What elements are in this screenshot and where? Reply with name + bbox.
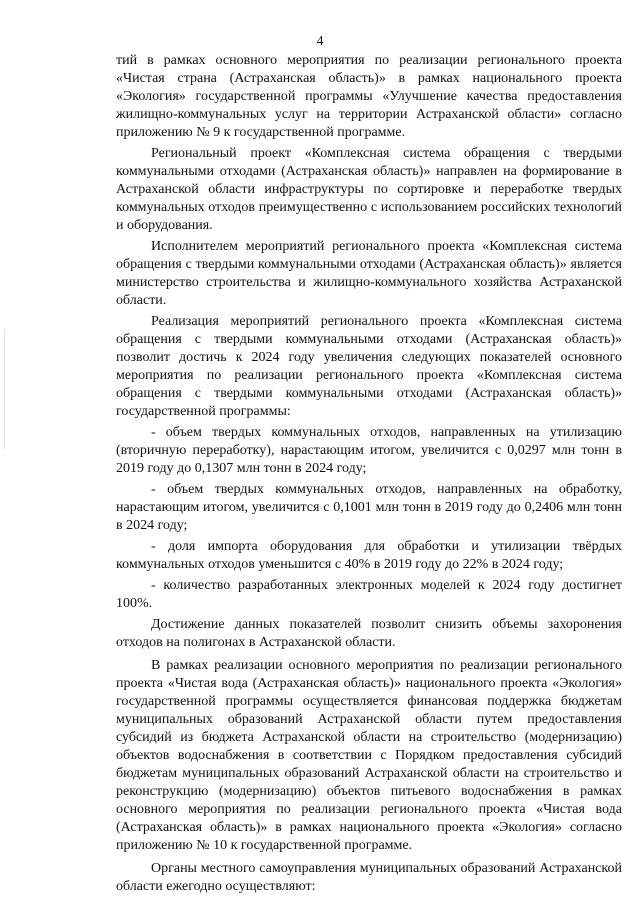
indicator-item-processing: - объем твердых коммунальных отходов, направленных на обработку, нарастающим итогом, увеличится с 0,1001 млн тонн в 2019 году до 0,2406 млн тонн в 2024 году;	[116, 482, 622, 533]
indicator-item-electronic-models: - количество разработанных электронных моделей к 2024 году достигнет 100%.	[116, 578, 622, 611]
paragraph-indicators-intro: Реализация мероприятий регионального проекта «Комплексная система обращения с твердыми коммунальными отходами (Астраханская область)» позволит достичь к 2024 году увеличения следующих показателей основного мероприятия по реализации регионального проекта «Комплексная система обращения с твердыми коммунальными отходами (Астраханская область)» государственной программы:	[116, 314, 622, 419]
paragraph-clean-water-project: В рамках реализации основного мероприятия по реализации регионального проекта «Чистая вода (Астраханская область)» национального проекта «Экология» государственной программы осуществляется финансовая поддержка бюджетам муниципальных образований Астраханской области путем предоставления субсидий из бюджета Астраханской области на строительство (модернизацию) объектов водоснабжения в соответствии с Порядком предоставления субсидий бюджетам муниципальных образований Астраханской области на строительство и реконструкцию (модернизацию) объектов питьевого водоснабжения в рамках основного мероприятия по реализации регионального проекта «Чистая вода (Астраханская область)» в рамках национального проекта «Экология» согласно приложению № 10 к государственной программе.	[116, 658, 622, 853]
paragraph-indicators-result: Достижение данных показателей позволит снизить объемы захоронения отходов на полигонах в Астраханской области.	[116, 617, 622, 650]
page-number: 4	[316, 34, 324, 49]
indicator-item-utilization: - объем твердых коммунальных отходов, направленных на утилизацию (вторичную переработку), нарастающим итогом, увеличится с 0,0297 млн тонн в 2019 году до 0,1307 млн тонн в 2024 году;	[116, 425, 622, 476]
indicator-item-import-share: - доля импорта оборудования для обработки и утилизации твёрдых коммунальных отходов уменьшится с 40% в 2019 году до 22% в 2024 году;	[116, 539, 622, 572]
paragraph-continuation: тий в рамках основного мероприятия по реализации регионального проекта «Чистая страна (Астраханская область)» в рамках национального проекта «Экология» государственной программы «Улучшение качества предоставления жилищно-коммунальных услуг на территории Астраханской области» согласно приложению № 9 к государственной программе.	[116, 53, 622, 140]
document-body	[116, 52, 622, 896]
paragraph-local-authorities: Органы местного самоуправления муниципальных образований Астраханской области ежегодно осуществляют:	[116, 861, 622, 894]
paragraph-regional-project-description: Региональный проект «Комплексная система обращения с твердыми коммунальными отходами (Астраханская область)» направлен на формирование в Астраханской области инфраструктуры по сортировке и переработке твердых коммунальных отходов преимущественно с использованием российских технологий и оборудования.	[116, 146, 622, 233]
scan-edge-mark	[4, 330, 5, 450]
paragraph-project-executor: Исполнителем мероприятий регионального проекта «Комплексная система обращения с твердыми коммунальными отходами (Астраханская область)» является министерство строительства и жилищно-коммунального хозяйства Астраханской области.	[116, 239, 622, 308]
